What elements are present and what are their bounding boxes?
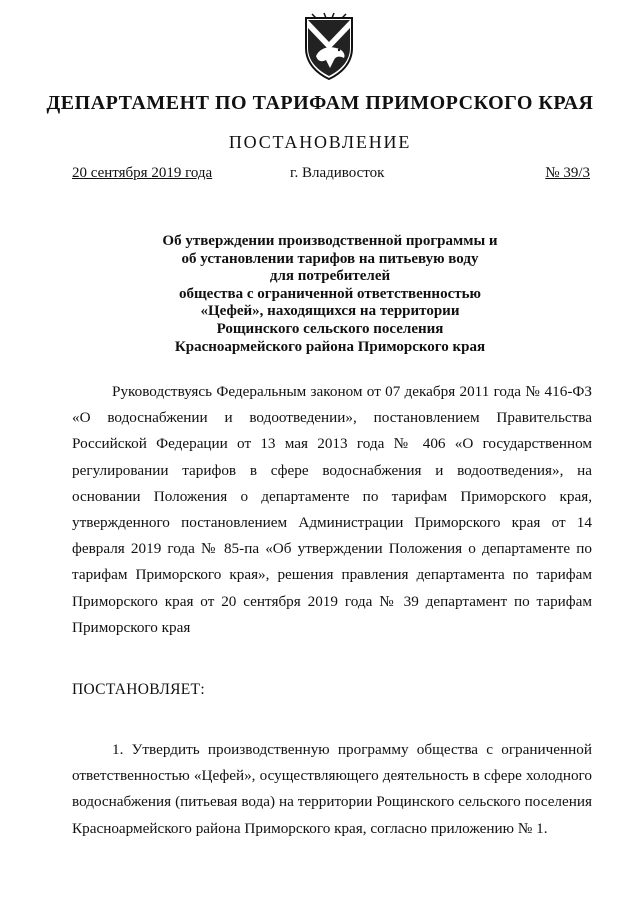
document-city: г. Владивосток <box>290 165 385 181</box>
item-1-paragraph: 1. Утвердить производственную программу общества с ограниченной ответственностью «Цефей», осуществляющего деятельность в сфере холодного водоснабжения (питьевая вода) на территории Рощинского сельского поселения Красноармейского района Приморского края, согласно приложению № 1. <box>72 741 592 837</box>
title-line: Об утверждении производственной программы и <box>162 233 498 249</box>
title-line: «Цефей», находящихся на территории <box>200 303 460 320</box>
document-number: № 39/3 <box>545 165 590 181</box>
title-line: для потребителей <box>269 268 391 285</box>
title-line: общества с ограниченной ответственностью <box>179 285 481 302</box>
document-type: ПОСТАНОВЛЕНИЕ <box>228 132 412 152</box>
document-date: 20 сентября 2019 года <box>72 165 213 181</box>
title-line: об установлении тарифов на питьевую воду <box>181 250 479 267</box>
title-line: Рощинского сельского поселения <box>216 320 444 337</box>
coat-of-arms-emblem <box>298 12 360 82</box>
resolves-heading: ПОСТАНОВЛЯЕТ: <box>72 681 205 698</box>
preamble-paragraph: Руководствуясь Федеральным законом от 07 декабря 2011 года № 416-ФЗ «О водоснабжении и водоотведении», постановлением Правительства Российской Федерации от 13 мая 2013 года № 406 «О государственном регулировании тарифов в сфере водоснабжения и водоотведения», на основании Положения о департаменте по тарифам Приморского края, утвержденного постановлением Администрации Приморского края от 14 февраля 2019 года № 85-па «Об утверждении Положения о департаменте по тарифам Приморского края», решения правления департамента по тарифам Приморского края от 20 сентября 2019 года № 39 департамент по тарифам Приморского края <box>72 383 592 636</box>
department-title: ДЕПАРТАМЕНТ ПО ТАРИФАМ ПРИМОРСКОГО КРАЯ <box>46 92 594 114</box>
title-line: Красноармейского района Приморского края <box>174 338 486 355</box>
document-title <box>120 233 540 356</box>
